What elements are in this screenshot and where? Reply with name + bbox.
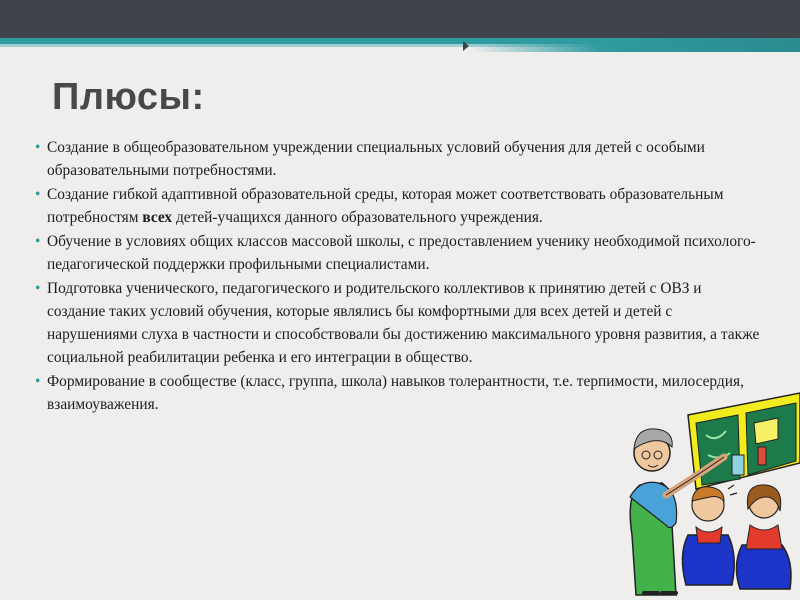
bullet-dot-icon: • <box>35 233 41 250</box>
bullet-item <box>30 277 760 369</box>
bullet-dot-icon: • <box>35 280 41 297</box>
bullet-dot-icon: • <box>35 186 41 203</box>
bullet-list <box>30 136 760 417</box>
bullet-text: Создание гибкой адаптивной образовательной среды, которая может соответствовать образовательным потребностям <box>47 186 724 226</box>
bullet-text: детей-учащихся данного образовательного учреждения. <box>175 209 543 226</box>
bullet-text: Подготовка ученического, педагогического и родительского коллективов к принятию детей с ОВЗ и создание таких условий обучения, которые являлись бы комфортными для всех детей и детей с нарушениями слуха в частности и способствовали бы достижению максимального уровня развития, а также социальной реабилитации ребенка и его интеграции в общество. <box>47 280 760 366</box>
bullet-item <box>30 183 760 229</box>
bullet-dot-icon: • <box>35 373 41 390</box>
bullet-text: Формирование в сообществе (класс, группа, школа) навыков толерантности, т.е. терпимости, милосердия, взаимоуважения. <box>47 373 744 413</box>
band-marker-icon <box>463 41 469 51</box>
bullet-item <box>30 230 760 276</box>
bullet-dot-icon: • <box>35 139 41 156</box>
accent-band-right <box>470 38 800 52</box>
teacher-classroom-illustration <box>600 385 800 600</box>
bullet-item <box>30 136 760 182</box>
top-bar <box>0 0 800 38</box>
bullet-text: Создание в общеобразовательном учреждении специальных условий обучения для детей с особыми образовательными потребностями. <box>47 139 705 179</box>
bullet-text-emphasis: всех <box>142 209 173 226</box>
slide-title: Плюсы: <box>52 76 205 118</box>
bullet-text: Обучение в условиях общих классов массовой школы, с предоставлением ученику необходимой психолого-педагогической поддержки профильными специалистами. <box>47 233 756 273</box>
